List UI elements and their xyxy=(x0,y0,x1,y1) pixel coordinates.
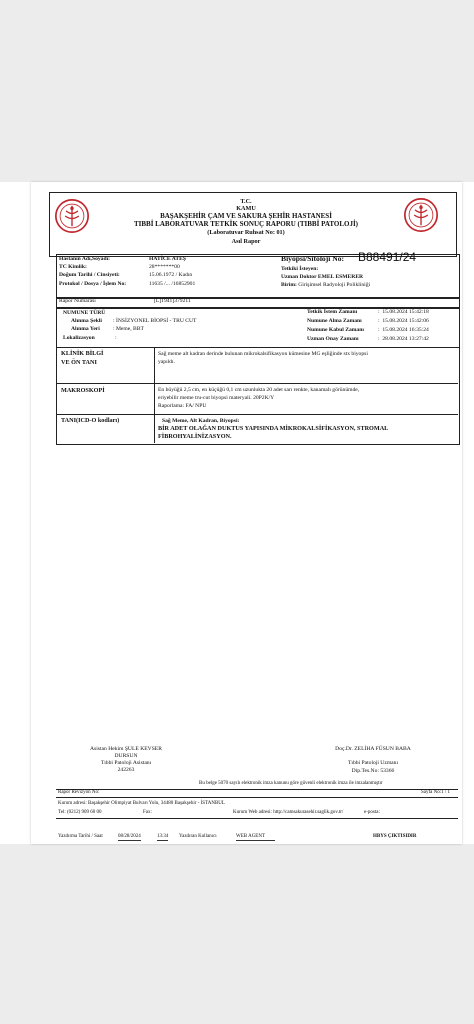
header-sector: KAMU xyxy=(236,205,256,212)
print-user-label: Yazdıran Kullanıcı xyxy=(179,834,217,839)
biopsy-number: B88491/24 xyxy=(358,250,417,264)
sample-method-value: İNSİZYONEL BİOPSİ - TRU CUT xyxy=(115,318,197,324)
time-approve-label: Uzman Onay Zamanı xyxy=(307,336,359,342)
diagnosis-line1: Sağ Meme, Alt Kadran, Biyopsi: xyxy=(162,418,240,424)
time-accept-value-row: : 15.08.2024 16:35:24 xyxy=(378,327,429,333)
time-sample-label: Numune Alma Zamanı xyxy=(307,318,362,324)
biopsy-label: Biyopsi/Sitoloji No: xyxy=(281,254,345,263)
print-date: 08/28/2024 xyxy=(118,834,141,839)
unit-row xyxy=(281,282,370,289)
time-request-value-row: : 15.08.2024 15:42:18 xyxy=(378,309,429,315)
clinical-text-line2: yapıldı. xyxy=(158,359,175,365)
patient-name-label: Hastanın Adı,Soyadı: xyxy=(59,256,110,262)
patient-protocol-value: 11635 /... /16852901 xyxy=(149,281,196,287)
signature-left-line2: DURSUN xyxy=(114,753,138,759)
report-number-box xyxy=(56,297,460,308)
clinical-label-line2: VE ÖN TANI xyxy=(61,359,97,366)
report-number-value: [L]1941]379211 xyxy=(154,298,191,304)
patient-tc-value: 28*******00 xyxy=(149,264,180,270)
signature-left-line3: Tıbbi Patoloji Asistanı xyxy=(100,760,152,766)
signature-right-line2: Tıbbi Patoloji Uzmanı xyxy=(347,760,399,766)
findings-row-divider-2 xyxy=(56,414,458,415)
header-report-kind: Asıl Rapor xyxy=(231,238,261,245)
diagnosis-line3: FİBROHYALİNİZASYON. xyxy=(158,433,232,440)
sample-location-label: Lokalizasyon xyxy=(63,335,95,341)
signature-right-line1: Doç.Dr. ZELİHA FÜSUN BABA xyxy=(335,746,411,752)
sample-method-value-row: : İNSİZYONEL BİOPSİ - TRU CUT xyxy=(113,318,197,324)
footer-fax: Fax: xyxy=(143,810,152,815)
signature-left-line1: Asistan Hekim ŞULE KEVSER xyxy=(90,746,162,752)
patient-birth-value: 15.06.1972 / Kadın xyxy=(149,272,193,278)
page-number: Sayfa No:1 / 1 xyxy=(421,790,451,795)
report-number-label: Rapor Numarası xyxy=(59,298,96,304)
unit-value: Girişimsel Radyoloji Polikliniği xyxy=(298,282,371,288)
sample-place-label: Alınma Yeri xyxy=(71,326,100,332)
footer-email: e-posta: xyxy=(364,810,380,815)
bottom-margin xyxy=(0,844,474,1024)
footer-web: Kurum Web adresi: http://camsakurasehir.saglik.gov.tr/ xyxy=(233,810,344,815)
time-sample-value: 15.08.2024 15:42:06 xyxy=(382,318,429,324)
print-user-value: WEB AGENT xyxy=(236,834,275,841)
ministry-logo-left-icon xyxy=(55,199,89,233)
macro-text-line1: En büyüğü 2,5 cm, en küçüğü 0,1 cm uzunlukta 20 adet sarı renkte, kanamalı görünümde, xyxy=(158,387,360,393)
footer-divider-3 xyxy=(56,818,458,819)
requester-label: Tetkiki İsteyen: xyxy=(281,266,319,272)
patient-tc-label: TC Kimlik: xyxy=(59,264,87,270)
findings-row-divider-1 xyxy=(56,383,458,384)
esign-note: Bu belge 5070 sayılı elektronik imza kanunu göre güvenli elektronik imza ile imzalanmıştır xyxy=(199,781,383,786)
footer-divider-2 xyxy=(56,797,458,798)
header-country: T.C. xyxy=(240,198,252,205)
time-approve-value-row: : 28.08.2024 13:27:42 xyxy=(378,336,429,342)
header-report-title: TIBBİ LABORATUVAR TETKİK SONUÇ RAPORU (TIBBİ PATOLOJİ) xyxy=(133,220,359,228)
findings-column-divider xyxy=(154,347,155,443)
sample-location-value: : xyxy=(115,335,117,341)
header-license: (Laboratuvar Ruhsat No: 01) xyxy=(207,229,285,236)
macro-text-line3: Raporlama: FA/ NPU xyxy=(158,403,207,409)
patient-protocol-label: Protokol / Dosya / İşlem No: xyxy=(59,281,127,287)
macro-label: MAKROSKOPİ xyxy=(61,387,105,394)
requester-value: Uzman Doktor EMEL ESMERER xyxy=(281,274,364,280)
time-sample-value-row: : 15.08.2024 15:42:06 xyxy=(378,318,429,324)
macro-text-line2: eriyebilir meme tru-cut biyopsi materyali. 20P2K/Y xyxy=(158,395,275,401)
signature-right-line3: Dip.Tes.No: 53366 xyxy=(351,768,395,774)
time-accept-value: 15.08.2024 16:35:24 xyxy=(382,327,429,333)
hospital-logo-right-icon xyxy=(404,198,438,232)
print-date-label: Yazdırma Tarihi / Saat xyxy=(58,834,103,839)
top-margin xyxy=(0,0,474,182)
time-accept-label: Numune Kabul Zamanı xyxy=(307,327,364,333)
patient-name-value: HATİCE ATEŞ xyxy=(149,256,186,262)
header-hospital: BAŞAKŞEHİR ÇAM VE SAKURA ŞEHİR HASTANESİ xyxy=(160,212,332,220)
time-approve-value: 28.08.2024 13:27:42 xyxy=(382,336,429,342)
time-request-value: 15.08.2024 15:42:18 xyxy=(382,309,429,315)
time-request-label: Tetkik İstem Zamanı xyxy=(307,309,358,315)
sample-place-value: Meme, BBT xyxy=(115,326,144,332)
footer-divider-1 xyxy=(56,789,458,790)
report-page xyxy=(31,182,462,844)
footer-phone: Tel: (0212) 909 60 00 xyxy=(58,810,102,815)
unit-label: Birim: xyxy=(281,282,297,288)
clinical-label-line1: KLİNİK BİLGİ xyxy=(61,350,104,357)
hbys-label: HBYS ÇIKTISIDIR xyxy=(373,834,417,839)
signature-left-line4: 242263 xyxy=(117,767,135,773)
sample-section-label: NUMUNE TÜRÜ xyxy=(63,310,106,316)
diagnosis-line2: BİR ADET OLAĞAN DUKTUS YAPISINDA MİKROKALSİFİKASYON, STROMAL xyxy=(158,425,389,432)
diagnosis-label: TANI(ICD-O kodları) xyxy=(61,417,120,424)
footer-address: Kurum adresi: Başakşehir Olimpiyat Bulvarı Yolu, 34480 Başakşehir - İSTANBUL xyxy=(58,801,225,806)
clinical-text-line1: Sağ meme alt kadran derinde bulunan mikrokalsifikasyon kümesine MG eşliğinde stx biyopsi xyxy=(158,351,368,357)
revision-label: Rapor Revizyon No: xyxy=(58,790,100,795)
patient-birth-label: Doğum Tarihi / Cinsiyeti: xyxy=(59,272,120,278)
print-time: 13:34 xyxy=(157,834,169,839)
sample-method-label: Alınma Şekli xyxy=(71,318,102,324)
sample-place-value-row: : Meme, BBT xyxy=(113,326,144,332)
